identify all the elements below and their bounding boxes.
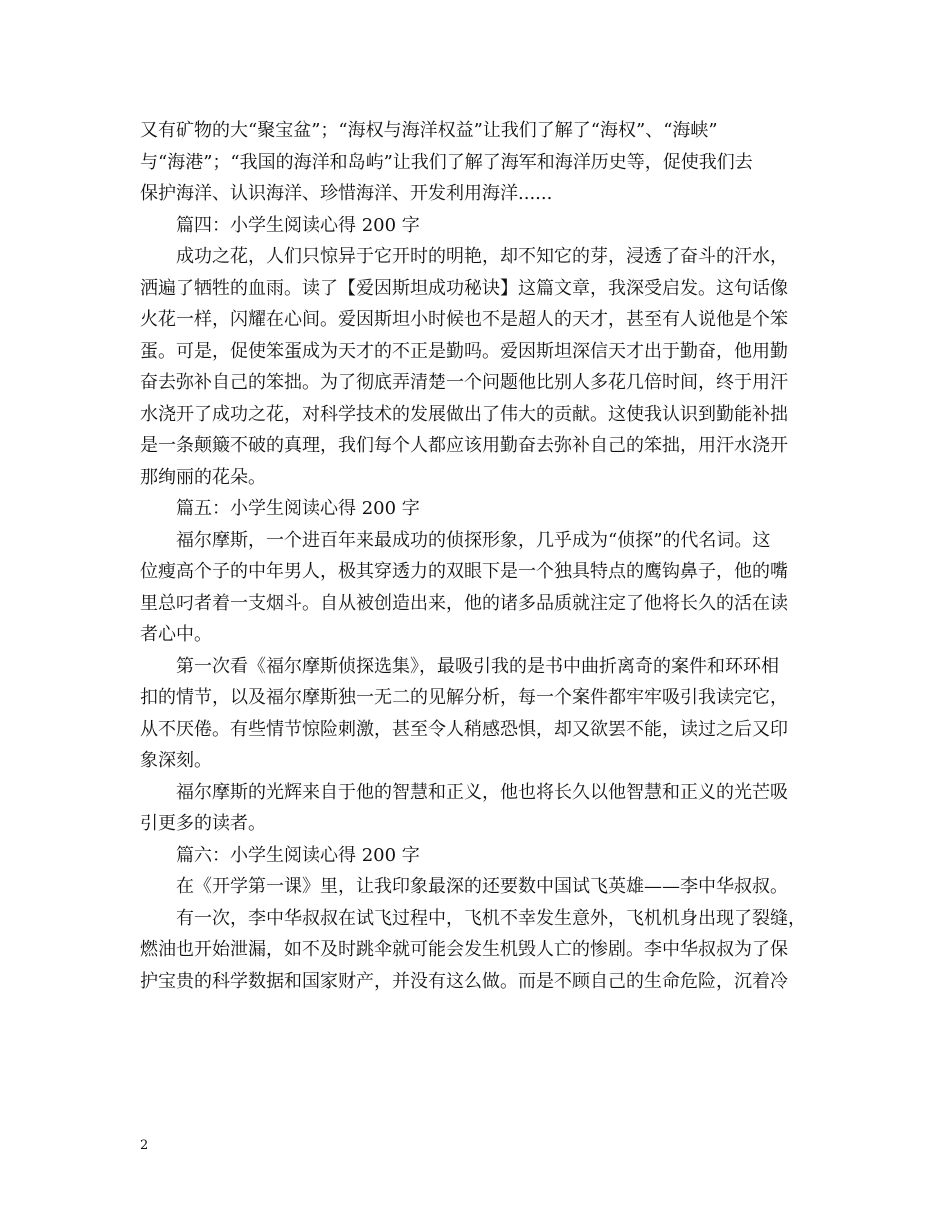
text-line-6: 洒遍了牺牲的血雨。读了【爱因斯坦成功秘诀】这篇文章，我深受启发。这句话像 (140, 277, 788, 299)
text-line-26: 有一次，李中华叔叔在试飞过程中，飞机不幸发生意外，飞机机身出现了裂缝， (176, 907, 806, 929)
text-line-18: 第一次看《福尔摩斯侦探选集》，最吸引我的是书中曲折离奇的案件和环环相 (176, 655, 779, 677)
section-heading-5: 篇五：小学生阅读心得 200 字 (176, 498, 420, 519)
text-line-1: 又有矿物的大“聚宝盆”；“海权与海洋权益”让我们了解了“海权”、“海峡” (140, 120, 718, 141)
text-line-28: 护宝贵的科学数据和国家财产，并没有这么做。而是不顾自己的生命危险，沉着冷 (140, 970, 788, 992)
text-line-3: 保护海洋、认识海洋、珍惜海洋、开发利用海洋...... (140, 183, 553, 204)
text-line-9: 奋去弥补自己的笨拙。为了彻底弄清楚一个问题他比别人多花几倍时间，终于用汗 (140, 372, 788, 393)
text-line-27: 燃油也开始泄漏，如不及时跳伞就可能会发生机毁人亡的惨剧。李中华叔叔为了保 (140, 939, 788, 960)
text-line-20: 从不厌倦。有些情节惊险刺激，甚至令人稍感恐惧，却又欲罢不能，读过之后又印 (140, 718, 788, 740)
text-line-14: 福尔摩斯，一个进百年来最成功的侦探形象，几乎成为“侦探”的代名词。这 (176, 529, 771, 551)
body-text (140, 115, 820, 997)
text-line-16: 里总叼者着一支烟斗。自从被创造出来，他的诸多品质就注定了他将长久的活在读 (140, 592, 788, 614)
text-line-21: 象深刻。 (140, 750, 212, 771)
text-line-7: 火花一样，闪耀在心间。爱因斯坦小时候也不是超人的天才，甚至有人说他是个笨 (140, 309, 788, 330)
text-line-5: 成功之花，人们只惊异于它开时的明艳，却不知它的芽，浸透了奋斗的汗水， (176, 246, 788, 267)
text-line-25: 在《开学第一课》里，让我印象最深的还要数中国试飞英雄——李中华叔叔。 (176, 876, 788, 897)
section-heading-4: 篇四：小学生阅读心得 200 字 (176, 214, 420, 236)
text-line-17: 者心中。 (140, 624, 212, 645)
text-line-12: 那绚丽的花朵。 (140, 466, 266, 488)
text-line-11: 是一条颠簸不破的真理，我们每个人都应该用勤奋去弥补自己的笨拙，用汗水浇开 (140, 435, 788, 456)
text-line-23: 引更多的读者。 (140, 813, 266, 834)
text-line-15: 位瘦高个子的中年男人，极其穿透力的双眼下是一个独具特点的鹰钩鼻子，他的嘴 (140, 561, 788, 582)
text-line-8: 蛋。可是，促使笨蛋成为天才的不正是勤吗。爱因斯坦深信天才出于勤奋，他用勤 (140, 340, 788, 362)
text-line-22: 福尔摩斯的光辉来自于他的智慧和正义，他也将长久以他智慧和正义的光芒吸 (176, 781, 788, 803)
text-line-2: 与“海港”；“我国的海洋和岛屿”让我们了解了海军和海洋历史等，促使我们去 (140, 151, 753, 173)
text-line-10: 水浇开了成功之花，对科学技术的发展做出了伟大的贡献。这使我认识到勤能补拙 (140, 403, 788, 425)
page-number: 2 (140, 1138, 149, 1153)
section-heading-6: 篇六：小学生阅读心得 200 字 (176, 844, 420, 866)
text-line-19: 扣的情节，以及福尔摩斯独一无二的见解分析，每一个案件都牢牢吸引我读完它， (140, 687, 788, 708)
